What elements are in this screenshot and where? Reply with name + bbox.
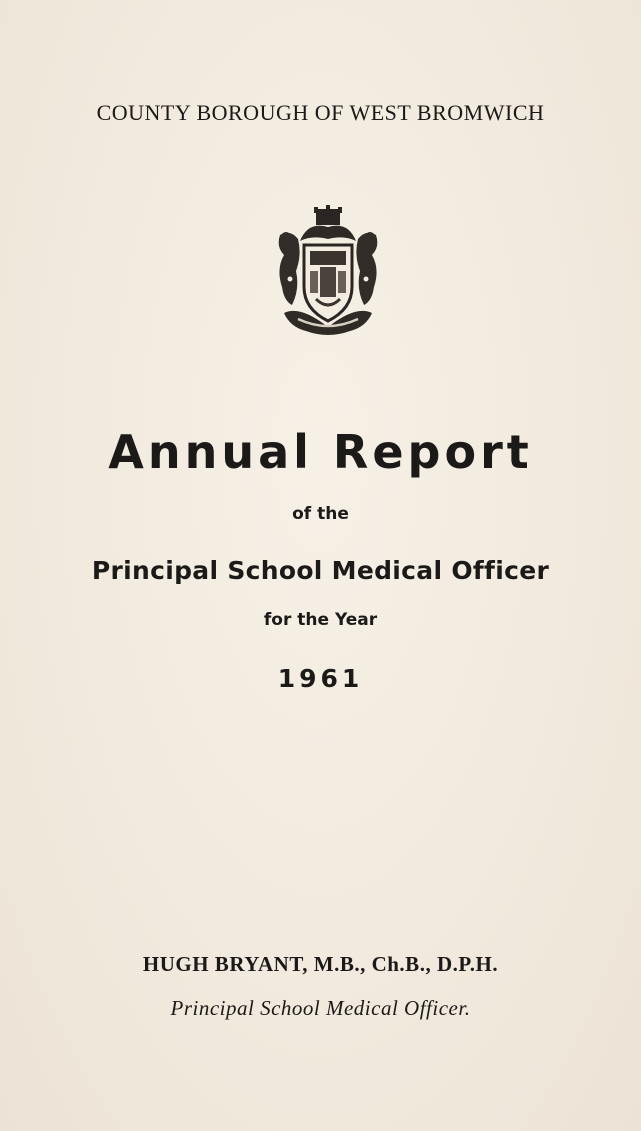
of-the-text: of the bbox=[292, 504, 349, 524]
coat-of-arms-icon bbox=[270, 205, 386, 341]
report-subtitle: Principal School Medical Officer bbox=[91, 556, 550, 585]
report-year: 1961 bbox=[277, 664, 364, 693]
for-the-year-text: for the Year bbox=[263, 610, 378, 630]
authority-heading: COUNTY BOROUGH OF WEST BROMWICH bbox=[96, 100, 545, 125]
officer-position: Principal School Medical Officer. bbox=[170, 996, 471, 1020]
officer-name: HUGH BRYANT, M.B., Ch.B., D.P.H. bbox=[142, 952, 499, 976]
report-title: Annual Report bbox=[108, 425, 533, 479]
